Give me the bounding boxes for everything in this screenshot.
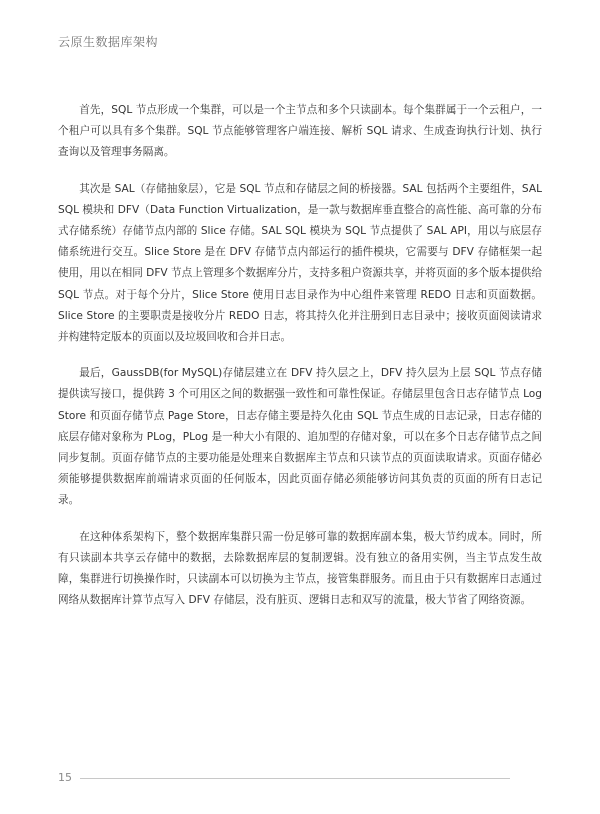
body-text	[58, 100, 542, 611]
page-number: 15	[58, 771, 72, 784]
paragraph-sal: 其次是 SAL（存储抽象层），它是 SQL 节点和存储层之间的桥接器。SAL 包括两个主要组件，SAL SQL 模块和 DFV（Data Function Virtualization，是一款与数据库垂直整合的高性能、高可靠的分布式存储系统）存储节点内部的 Slice 存储。SAL SQL 模块为 SQL 节点提供了 SAL API，用以与底层存储系统进行交互。Slice Store 是在 DFV 存储节点内部运行的插件模块，它需要与 DFV 存储框架一起使用，用以在相同 DFV 节点上管理多个数据库分片，支持多租户资源共享，并将页面的多个版本提供给 SQL 节点。对于每个分片，Slice Store 使用日志目录作为中心组件来管理 REDO 日志和页面数据。Slice Store 的主要职责是接收分片 REDO 日志，将其持久化并注册到日志目录中；接收页面阅读请求并构建特定版本的页面以及垃圾回收和合并日志。	[58, 182, 542, 344]
running-header-title: 云原生数据库架构	[58, 35, 159, 49]
paragraph-architecture-benefits: 在这种体系架构下，整个数据库集群只需一份足够可靠的数据库副本集，极大节约成本。同时，所有只读副本共享云存储中的数据，去除数据库层的复制逻辑。没有独立的备用实例，当主节点发生故障，集群进行切换操作时，只读副本可以切换为主节点，接管集群服务。而且由于只有数据库日志通过网络从数据库计算节点写入 DFV 存储层，没有脏页、逻辑日志和双写的流量，极大节省了网络资源。	[58, 530, 542, 607]
paragraph-storage-layer: 最后，GaussDB(for MySQL)存储层建立在 DFV 持久层之上，DFV 持久层为上层 SQL 节点存储提供读写接口，提供跨 3 个可用区之间的数据强一致性和可靠性保证。存储层里包含日志存储节点 Log Store 和页面存储节点 Page Store，日志存储主要是持久化由 SQL 节点生成的日志记录，日志存储的底层存储对象称为 PLog，PLog 是一种大小有限的、追加型的存储对象，可以在多个日志存储节点之间同步复制。页面存储节点的主要功能是处理来自数据库主节点和只读节点的页面读取请求。页面存储必须能够提供数据库前端请求页面的任何版本，因此页面存储必须能够访问其负责的页面的所有日志记录。	[58, 367, 542, 507]
page-footer	[58, 770, 510, 786]
footer-divider	[80, 778, 510, 779]
paragraph-sql-nodes: 首先，SQL 节点形成一个集群，可以是一个主节点和多个只读副本。每个集群属于一个云租户，一个租户可以具有多个集群。SQL 节点能够管理客户端连接、解析 SQL 请求、生成查询执行计划、执行查询以及管理事务隔离。	[58, 104, 542, 159]
